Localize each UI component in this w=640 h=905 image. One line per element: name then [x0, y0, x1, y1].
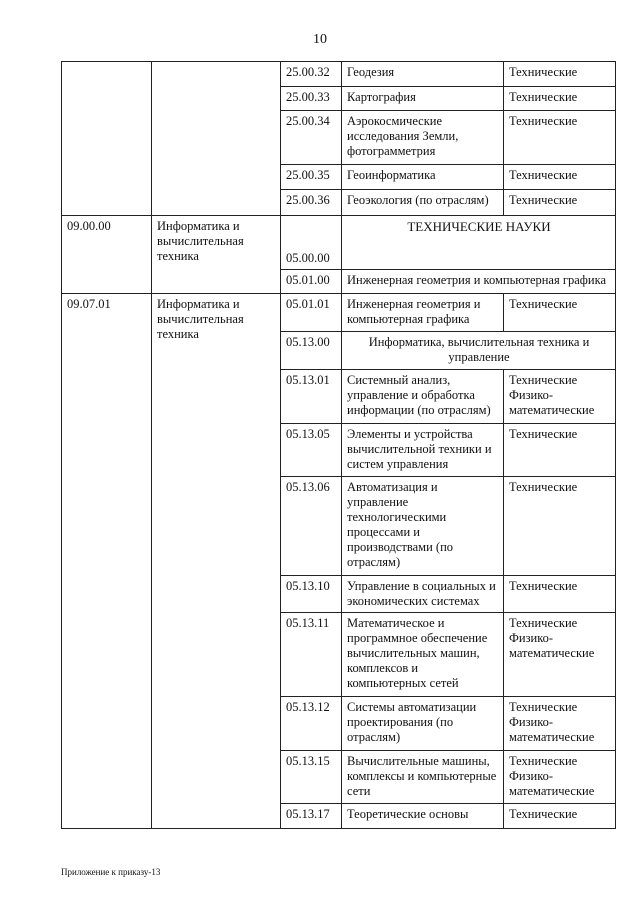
science-branch: Технические Физико-математические [504, 613, 616, 697]
specialty-code: 25.00.34 [281, 111, 342, 165]
science-branch: Технические [504, 111, 616, 165]
group-code: 09.07.01 [62, 294, 152, 829]
specialty-name: Геодезия [342, 62, 504, 87]
specialty-code: 05.01.01 [281, 294, 342, 332]
specialty-code: 05.13.15 [281, 751, 342, 804]
specialty-name: Геоинформатика [342, 165, 504, 190]
section-code: 05.00.00 [281, 216, 342, 270]
specialty-code: 05.13.06 [281, 477, 342, 576]
specialty-name: Системы автоматизации проектирования (по отраслям) [342, 697, 504, 751]
table-row [62, 62, 616, 87]
specialty-name: Автоматизация и управление технологическими процессами и производствами (по отраслям) [342, 477, 504, 576]
specialty-code: 05.13.12 [281, 697, 342, 751]
specialty-code: 05.13.05 [281, 424, 342, 477]
science-branch: Технические [504, 804, 616, 829]
group-code: 09.00.00 [62, 216, 152, 294]
specialties-table [61, 61, 616, 829]
science-branch: Технические Физико-математические [504, 697, 616, 751]
specialty-code: 25.00.36 [281, 190, 342, 216]
specialty-name: Геоэкология (по отраслям) [342, 190, 504, 216]
specialty-code: 25.00.33 [281, 87, 342, 111]
science-branch: Технические Физико-математические [504, 370, 616, 424]
section-code: 05.13.00 [281, 332, 342, 370]
specialty-code: 25.00.32 [281, 62, 342, 87]
specialty-name: Теоретические основы [342, 804, 504, 829]
table-row [62, 294, 616, 332]
section-title: Инженерная геометрия и компьютерная графика [342, 270, 616, 294]
specialty-name: Системный анализ, управление и обработка информации (по отраслям) [342, 370, 504, 424]
specialty-code: 25.00.35 [281, 165, 342, 190]
page-footer: Приложение к приказу-13 [61, 867, 161, 877]
group-name: Информатика и вычислительная техника [152, 216, 281, 294]
science-branch: Технические [504, 424, 616, 477]
specialty-code: 05.13.17 [281, 804, 342, 829]
specialty-name: Инженерная геометрия и компьютерная графика [342, 294, 504, 332]
table-row [62, 216, 616, 270]
specialty-code: 05.13.11 [281, 613, 342, 697]
specialty-name: Аэрокосмические исследования Земли, фотограмметрия [342, 111, 504, 165]
specialty-name: Вычислительные машины, комплексы и компьютерные сети [342, 751, 504, 804]
science-branch: Технические [504, 294, 616, 332]
page-number: 10 [313, 32, 327, 47]
science-branch: Технические [504, 87, 616, 111]
science-branch: Технические [504, 477, 616, 576]
specialty-code: 05.13.01 [281, 370, 342, 424]
specialty-name: Элементы и устройства вычислительной техники и систем управления [342, 424, 504, 477]
empty-group-code-cell [62, 62, 152, 216]
science-branch: Технические Физико-математические [504, 751, 616, 804]
science-branch: Технические [504, 576, 616, 613]
science-branch: Технические [504, 190, 616, 216]
section-code: 05.01.00 [281, 270, 342, 294]
section-title: Информатика, вычислительная техника и управление [342, 332, 616, 370]
group-name: Информатика и вычислительная техника [152, 294, 281, 829]
science-branch: Технические [504, 165, 616, 190]
specialty-code: 05.13.10 [281, 576, 342, 613]
empty-group-name-cell [152, 62, 281, 216]
section-title: ТЕХНИЧЕСКИЕ НАУКИ [342, 216, 616, 270]
specialty-name: Управление в социальных и экономических системах [342, 576, 504, 613]
specialty-name: Математическое и программное обеспечение вычислительных машин, комплексов и компьютерных сетей [342, 613, 504, 697]
specialty-name: Картография [342, 87, 504, 111]
science-branch: Технические [504, 62, 616, 87]
